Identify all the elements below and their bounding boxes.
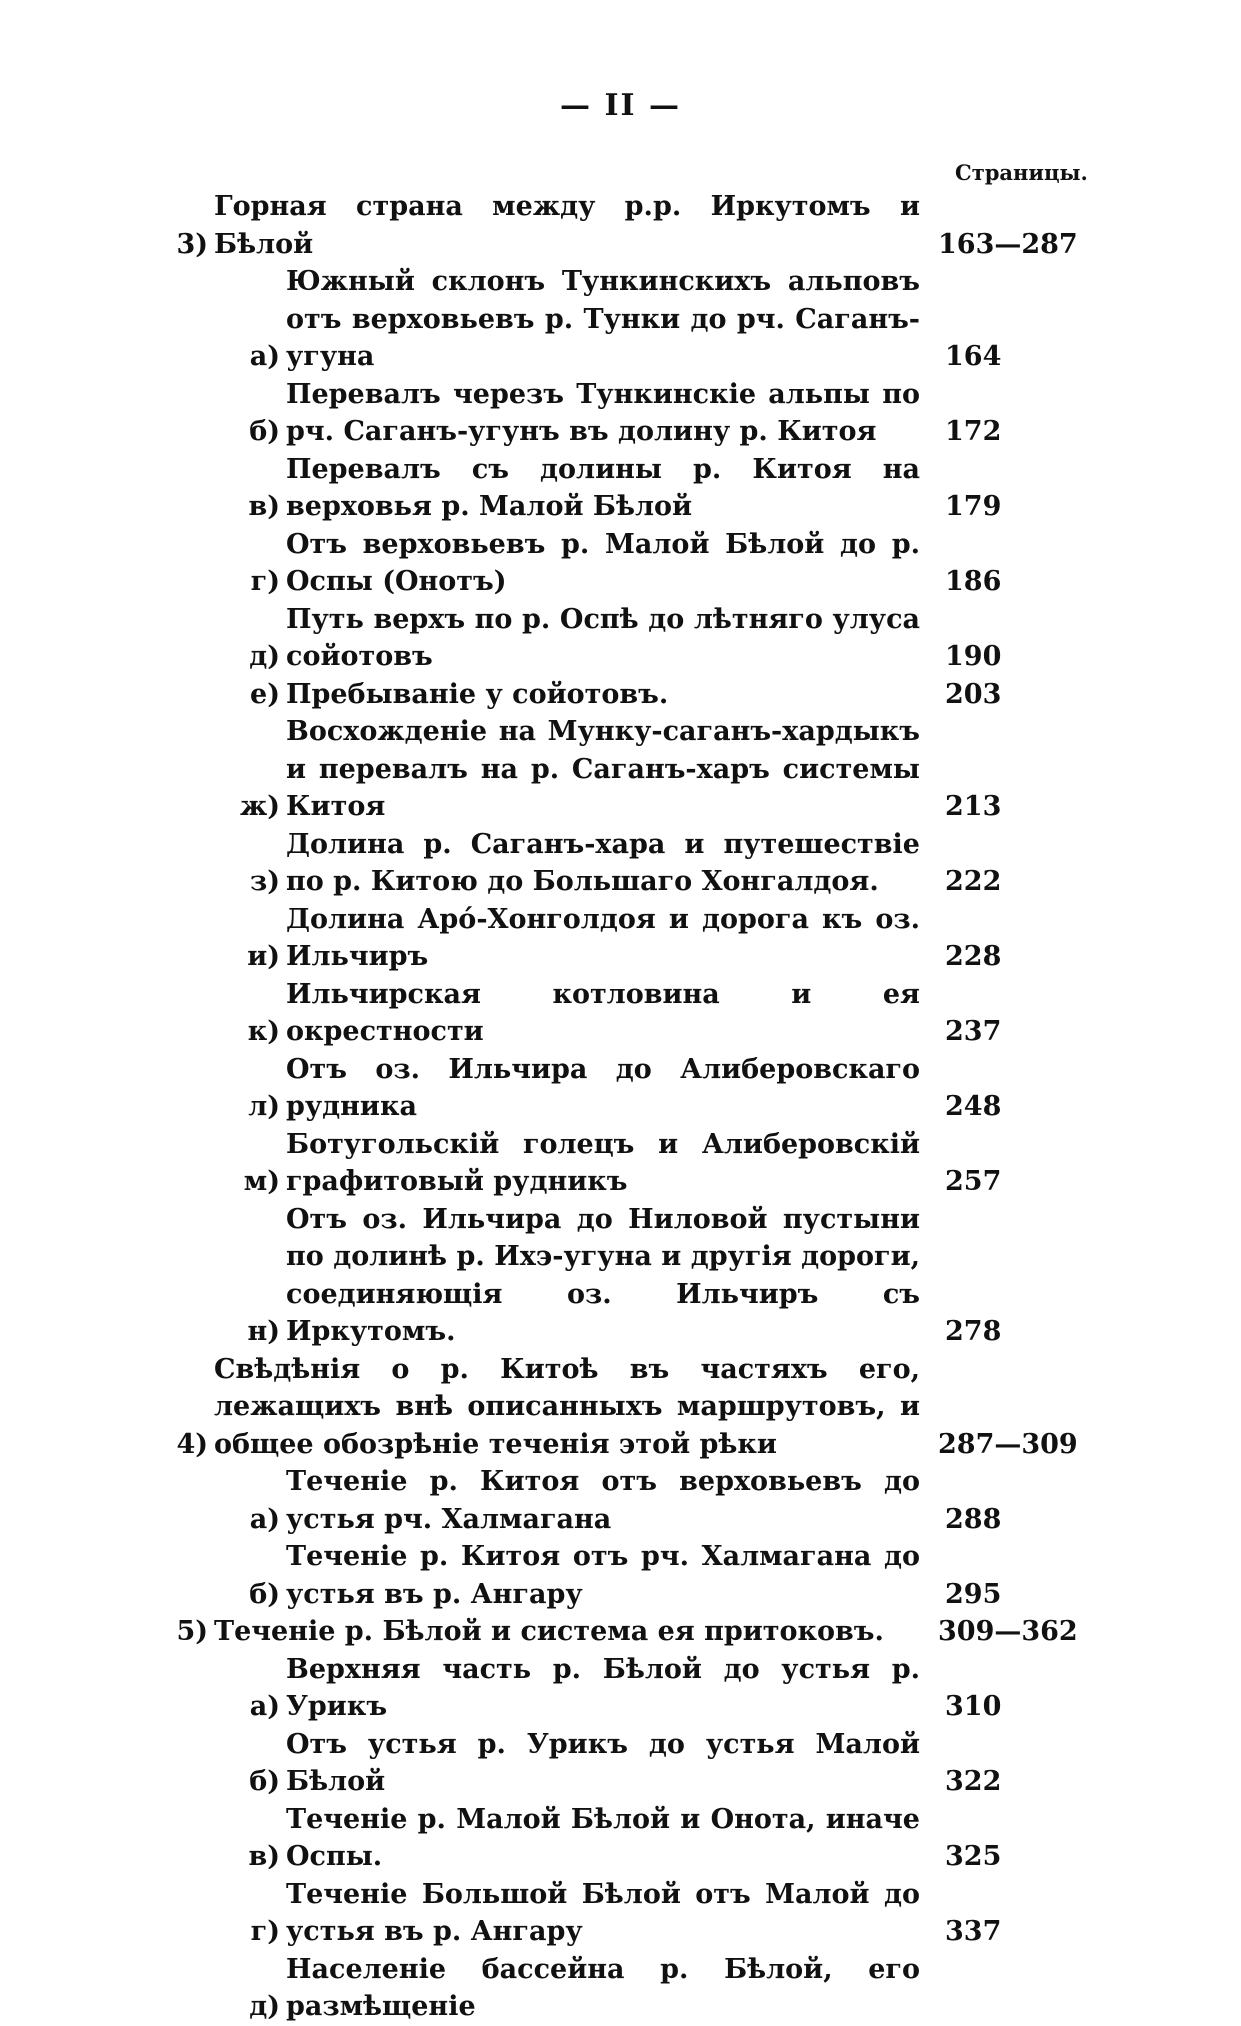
toc-entry-number: е) (250, 678, 280, 710)
toc-entry-number: б) (249, 416, 280, 447)
toc-entry (0, 451, 1241, 526)
toc-entry (0, 1201, 1241, 1351)
toc-entry-pages: 337 (945, 1916, 1002, 1947)
toc-entry-pages: 164 (945, 341, 1002, 372)
toc-entry-pages: 203 (945, 678, 1002, 710)
toc-entry-text: Пребываніе у сойотовъ. (286, 678, 669, 710)
toc-entry-number: н) (247, 1316, 280, 1347)
toc-entry (0, 676, 1241, 714)
toc-entry-number: а) (249, 1503, 280, 1535)
toc-entry-pages: 309—362 (938, 1616, 1078, 1647)
toc-entry-number: г) (250, 566, 280, 597)
toc-entry-pages: 213 (945, 791, 1002, 822)
toc-entry (0, 1051, 1241, 1126)
toc-entry-pages: 257 (945, 1166, 1002, 1197)
toc-entry-text: Долина р. Саганъ-хара и путешествіе по р. Китою до Большаго Хонгалдоя. (286, 828, 920, 897)
toc-entry-text: Ильчирская котловина и ея окрестности (286, 978, 920, 1047)
toc-entry-pages: 228 (945, 941, 1002, 972)
toc-entry-number: м) (243, 1166, 280, 1197)
toc-entry-text: Восхожденіе на Мунку-саганъ-хардыкъ и перевалъ на р. Саганъ-харъ системы Китоя (286, 716, 920, 822)
toc-entry (0, 526, 1241, 601)
toc-entry-text: Теченіе р. Китоя отъ верховьевъ до устья рч. Халмагана (286, 1466, 920, 1535)
toc-entry-text: Теченіе р. Бѣлой и система ея притоковъ. (214, 1616, 884, 1647)
toc-entry-number: в) (248, 1841, 280, 1872)
toc-entry-text: Верхняя часть р. Бѣлой до устья р. Урикъ (286, 1653, 920, 1722)
toc-entry-text: Отъ оз. Ильчира до Алиберовскаго рудника (286, 1053, 920, 1122)
toc-entry-pages: 278 (945, 1316, 1002, 1347)
toc-entry (0, 901, 1241, 976)
toc-entry (0, 1126, 1241, 1201)
toc-entry (0, 1876, 1241, 1951)
pages-column-label: Страницы. (955, 160, 1088, 185)
toc-entry-pages: 288 (945, 1503, 1002, 1535)
toc-entry-text: Отъ верховьевъ р. Малой Бѣлой до р. Оспы (Онотъ) (286, 528, 920, 597)
toc-entry-text: Южный склонъ Тункинскихъ альповъ отъ верховьевъ р. Тунки до рч. Саганъ-угуна (286, 266, 920, 372)
toc-entry-number: и) (247, 941, 280, 972)
toc-entry-number: л) (248, 1091, 280, 1122)
toc-entry-number: б) (249, 1766, 280, 1797)
toc-entry-text: Путь верхъ по р. Оспѣ до лѣтняго улуса сойотовъ (286, 603, 920, 672)
toc-entry (0, 1463, 1241, 1538)
toc-entry-pages: 287—309 (938, 1428, 1078, 1460)
toc-entry-pages: 237 (945, 1016, 1002, 1047)
toc-entry-pages: 222 (945, 866, 1002, 897)
toc-entry (0, 1951, 1241, 2026)
toc-entry-text: Ботугольскій голецъ и Алиберовскій графитовый рудникъ (286, 1128, 920, 1197)
toc-entry-pages: 310 (945, 1691, 1002, 1722)
toc-entry-text: Теченіе р. Китоя отъ рч. Халмагана до устья въ р. Ангару (286, 1541, 920, 1610)
toc-entry-number: а) (249, 341, 280, 372)
toc-entry (0, 376, 1241, 451)
toc-entry-number: б) (249, 1578, 280, 1610)
toc-entry (0, 1726, 1241, 1801)
toc-entry (0, 976, 1241, 1051)
toc-entry-number: г) (250, 1916, 280, 1947)
toc-entry-pages: 322 (945, 1766, 1002, 1797)
toc-entry-pages: 172 (945, 416, 1002, 447)
toc-entry-pages: 186 (945, 566, 1002, 597)
toc-entry (0, 1613, 1241, 1651)
toc-entry-number: 3) (176, 228, 208, 260)
toc-entry (0, 601, 1241, 676)
toc-entry-text: Свѣдѣнія о р. Китоѣ въ частяхъ его, лежащихъ внѣ описанныхъ маршрутовъ, и общее обозрѣніе теченія этой рѣки (214, 1353, 920, 1460)
toc-entry-number: д) (249, 1991, 280, 2022)
toc-entry-number: 5) (176, 1616, 208, 1647)
toc-entry (0, 826, 1241, 901)
toc-entry-pages: 248 (945, 1091, 1002, 1122)
toc-entry-text: Перевалъ съ долины р. Китоя на верховья р. Малой Бѣлой (286, 453, 920, 522)
toc-entry-text: Отъ устья р. Урикъ до устья Малой Бѣлой (286, 1728, 920, 1797)
toc-entry (0, 1651, 1241, 1726)
toc-entry-text: Теченіе Большой Бѣлой отъ Малой до устья въ р. Ангару (286, 1878, 920, 1947)
page-marker: — II — (560, 88, 681, 123)
toc-entry (0, 1351, 1241, 1464)
table-of-contents (0, 188, 1241, 2026)
toc-entry-pages: 179 (945, 491, 1002, 522)
toc-entry-pages: 325 (945, 1841, 1002, 1872)
toc-entry-text: Долина Арó-Хонголдоя и дорога къ оз. Ильчиръ (286, 903, 920, 972)
toc-entry-number: ж) (240, 791, 281, 822)
toc-entry-text: Населеніе бассейна р. Бѣлой, его размѣщеніе (286, 1953, 920, 2022)
toc-entry-number: в) (248, 491, 280, 522)
toc-entry-number: д) (249, 641, 280, 672)
toc-entry-pages: 295 (945, 1578, 1002, 1610)
toc-entry (0, 1801, 1241, 1876)
toc-entry-text: Перевалъ черезъ Тункинскіе альпы по рч. Саганъ-угунъ въ долину р. Китоя (286, 378, 920, 447)
toc-entry (0, 188, 1241, 263)
toc-entry-number: а) (249, 1691, 280, 1722)
toc-entry-text: Горная страна между р.р. Иркутомъ и Бѣлой (214, 191, 920, 260)
toc-entry-pages: 190 (945, 641, 1002, 672)
toc-entry-number: к) (247, 1016, 280, 1047)
toc-entry (0, 713, 1241, 826)
toc-entry (0, 263, 1241, 376)
toc-entry-number: 4) (176, 1428, 208, 1460)
toc-entry (0, 1538, 1241, 1613)
toc-entry-number: з) (249, 866, 280, 897)
toc-entry-text: Теченіе р. Малой Бѣлой и Онота, иначе Оспы. (286, 1803, 920, 1872)
toc-entry-pages: 163—287 (938, 228, 1078, 260)
toc-entry-text: Отъ оз. Ильчира до Ниловой пустыни по долинѣ р. Ихэ-угуна и другія дороги, соединяющія оз. Ильчиръ съ Иркутомъ. (286, 1203, 920, 1347)
